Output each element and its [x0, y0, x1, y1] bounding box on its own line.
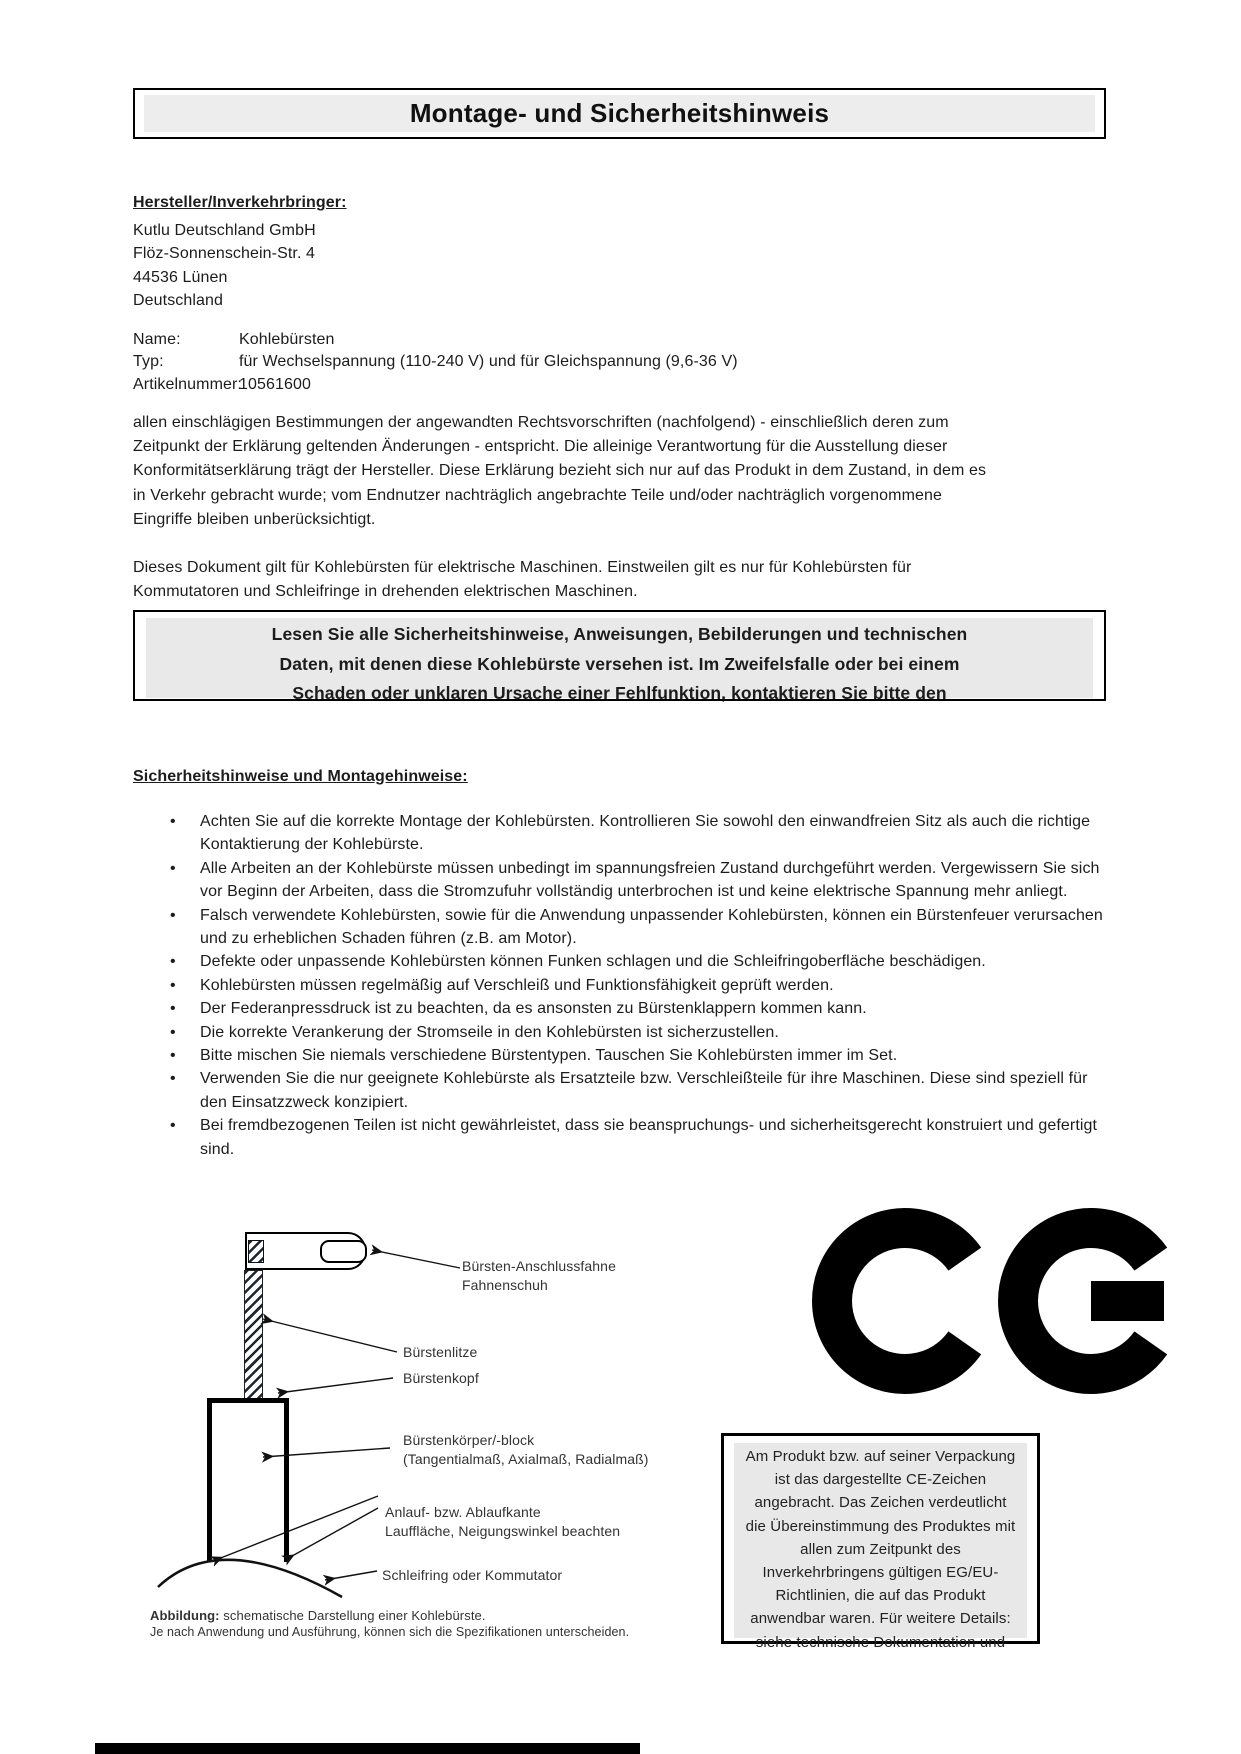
- bullet-item: • Kohlebürsten müssen regelmäßig auf Verschleiß und Funktionsfähigkeit geprüft werden.: [168, 974, 1108, 997]
- product-info: [133, 329, 738, 396]
- manufacturer-name: Kutlu Deutschland GmbH: [133, 222, 316, 239]
- warning-text-line: Lesen Sie alle Sicherheitshinweise, Anweisungen, Bebilderungen und technischen: [271, 624, 968, 644]
- label-buerstenkoerper: [403, 1431, 649, 1468]
- bullet-item: • Bitte mischen Sie niemals verschiedene Bürstentypen. Tauschen Sie Kohlebürsten immer im Set.: [168, 1044, 1108, 1067]
- ce-info-line: angebracht. Das Zeichen verdeutlicht: [754, 1494, 1007, 1512]
- arrow-koerper: [263, 1448, 390, 1457]
- label-ablaufkante: [385, 1503, 620, 1540]
- figure-caption-line1: [150, 1607, 629, 1624]
- product-row-article: [133, 374, 738, 396]
- safety-heading: Sicherheitshinweise und Montagehinweise:: [133, 768, 468, 785]
- ce-info-line: Am Produkt bzw. auf seiner Verpackung: [745, 1448, 1016, 1465]
- warning-box: [133, 610, 1106, 701]
- arrow-terminal: [372, 1250, 460, 1268]
- label-anschlussfahne: [462, 1257, 616, 1294]
- label-line: Lauffläche, Neigungswinkel beachten: [385, 1522, 621, 1539]
- ce-info-line: allen zum Zeitpunkt des: [800, 1540, 961, 1558]
- paragraph-line: Zeitpunkt der Erklärung geltenden Änderungen - entspricht. Die alleinige Verantwortung für die Ausstellung dieser: [133, 438, 948, 456]
- label-schleifring: Schleifring oder Kommutator: [382, 1567, 563, 1583]
- warning-band: [146, 618, 1093, 703]
- paragraph-line: Eingriffe bleiben unberücksichtigt.: [133, 510, 376, 528]
- paragraph-line: in Verkehr gebracht wurde; vom Endnutzer nachträglich angebrachte Teile und/oder nachträglich vorgenommene: [133, 486, 943, 504]
- figure-caption-label: Abbildung:: [150, 1608, 220, 1623]
- figure-caption-line2: Je nach Anwendung und Ausführung, können sich die Spezifikationen unterscheiden.: [150, 1625, 630, 1639]
- product-label: Name:: [133, 331, 181, 348]
- arrow-schleifring: [325, 1571, 377, 1580]
- page-title: Montage- und Sicherheitshinweis: [409, 98, 830, 128]
- bullet-item: • Verwenden Sie die nur geeignete Kohlebürste als Ersatzteile bzw. Verschleißteile für ihre Maschinen. Diese sind speziell für den Einsatzzweck konzipiert.: [168, 1067, 1108, 1114]
- bullet-item: • Defekte oder unpassende Kohlebürsten können Funken schlagen und die Schleifringoberfläche beschädigen.: [168, 950, 1108, 973]
- paragraph-line: Kommutatoren und Schleifringe in drehenden elektrischen Maschinen.: [133, 583, 638, 601]
- safety-bullet-list: [168, 810, 1108, 1161]
- label-buerstenlitze: Bürstenlitze: [403, 1344, 478, 1360]
- arrow-kante-left: [213, 1496, 378, 1561]
- product-value: 10561600: [239, 375, 311, 393]
- label-buerstenkopf: Bürstenkopf: [403, 1370, 479, 1386]
- title-box: [133, 88, 1106, 139]
- scope-paragraph: [133, 556, 1193, 604]
- bullet-item: • Bei fremdbezogenen Teilen ist nicht gewährleistet, dass sie beanspruchungs- und sicherheitsgerecht konstruiert und gefertigt sind.: [168, 1114, 1108, 1161]
- product-row-type: [133, 351, 738, 373]
- ce-info-line: anwendbar waren. Für weitere Details:: [750, 1610, 1011, 1628]
- manufacturer-heading: Hersteller/Inverkehrbringer:: [133, 194, 347, 211]
- warning-text-line: Daten, mit denen diese Kohlebürste versehen ist. Im Zweifelsfalle oder bei einem: [279, 653, 960, 674]
- bullet-item: • Alle Arbeiten an der Kohlebürste müssen unbedingt im spannungsfreien Zustand durchgeführt werden. Vergewissern Sie sich vor Beginn der Arbeiten, dass die Stromzufuhr vollständig unterbrochen ist und keine elektrische Spannung mehr anliegt.: [168, 857, 1108, 904]
- paragraph-line: allen einschlägigen Bestimmungen der angewandten Rechtsvorschriften (nachfolgend) - einschließlich deren zum: [133, 414, 949, 431]
- bullet-item: • Der Federanpressdruck ist zu beachten, da es ansonsten zu Bürstenklappern kommen kann.: [168, 997, 1108, 1020]
- manufacturer-block: [133, 194, 347, 312]
- label-line: Anlauf- bzw. Ablaufkante: [385, 1504, 541, 1520]
- ce-letter-c: [832, 1228, 965, 1374]
- arrow-litze: [263, 1319, 397, 1352]
- bullet-item: • Achten Sie auf die korrekte Montage der Kohlebürsten. Kontrollieren Sie sowohl den einwandfreien Sitz als auch die richtige Kontaktierung der Kohlebürste.: [168, 810, 1108, 857]
- arrow-kopf: [278, 1378, 393, 1393]
- product-label: Artikelnummer:: [133, 375, 242, 393]
- label-line: Bürstenkörper/-block: [403, 1432, 535, 1448]
- bullet-item: • Die korrekte Verankerung der Stromseile in den Kohlebürsten ist sicherzustellen.: [168, 1021, 1108, 1044]
- paragraph-line: Dieses Dokument gilt für Kohlebürsten für elektrische Maschinen. Einstweilen gilt es nur für Kohlebürsten für: [133, 559, 912, 576]
- arrow-kante-right: [285, 1508, 378, 1560]
- label-line: (Tangentialmaß, Axialmaß, Radialmaß): [403, 1450, 649, 1467]
- label-line: Fahnenschuh: [462, 1276, 548, 1293]
- title-band: [144, 95, 1095, 132]
- bullet-item: • Falsch verwendete Kohlebürsten, sowie für die Anwendung unpassender Kohlebürsten, können ein Bürstenfeuer verursachen und zu erheblichen Schaden führen (z.B. am Motor).: [168, 904, 1108, 951]
- product-value: Kohlebürsten: [239, 331, 335, 348]
- ce-mark-icon: [812, 1208, 1184, 1394]
- ce-info-line: siehe technische Dokumentation und: [755, 1633, 1006, 1651]
- product-row-name: [133, 329, 738, 351]
- paragraph-line: Konformitätserklärung trägt der Hersteller. Diese Erklärung bezieht sich nur auf das Produkt in dem Zustand, in dem es: [133, 462, 987, 480]
- ce-info-box: [721, 1433, 1040, 1651]
- figure-caption-text: schematische Darstellung einer Kohlebürste.: [219, 1608, 486, 1623]
- conformity-paragraph: [133, 411, 1193, 532]
- manufacturer-street: Flöz-Sonnenschein-Str. 4: [133, 245, 316, 263]
- ce-info-line: die Übereinstimmung des Produktes mit: [745, 1517, 1016, 1535]
- product-label: Typ:: [133, 353, 164, 371]
- ce-info-band: [734, 1443, 1027, 1651]
- figure-caption: [150, 1607, 629, 1641]
- manufacturer-country: Deutschland: [133, 291, 224, 309]
- product-value: für Wechselspannung (110-240 V) und für Gleichspannung (9,6-36 V): [239, 353, 738, 371]
- label-line: Bürsten-Anschlussfahne: [462, 1258, 616, 1274]
- warning-text-line: Schaden oder unklaren Ursache einer Fehlfunktion, kontaktieren Sie bitte den: [292, 683, 947, 703]
- manufacturer-city: 44536 Lünen: [133, 268, 228, 286]
- ce-info-line: Inverkehrbringens gültigen EG/EU-: [762, 1564, 999, 1582]
- bottom-page-bar: [95, 1743, 640, 1754]
- ce-info-line: Richtlinien, die auf das Produkt: [775, 1587, 986, 1605]
- ce-info-line: ist das dargestellte CE-Zeichen: [774, 1471, 987, 1489]
